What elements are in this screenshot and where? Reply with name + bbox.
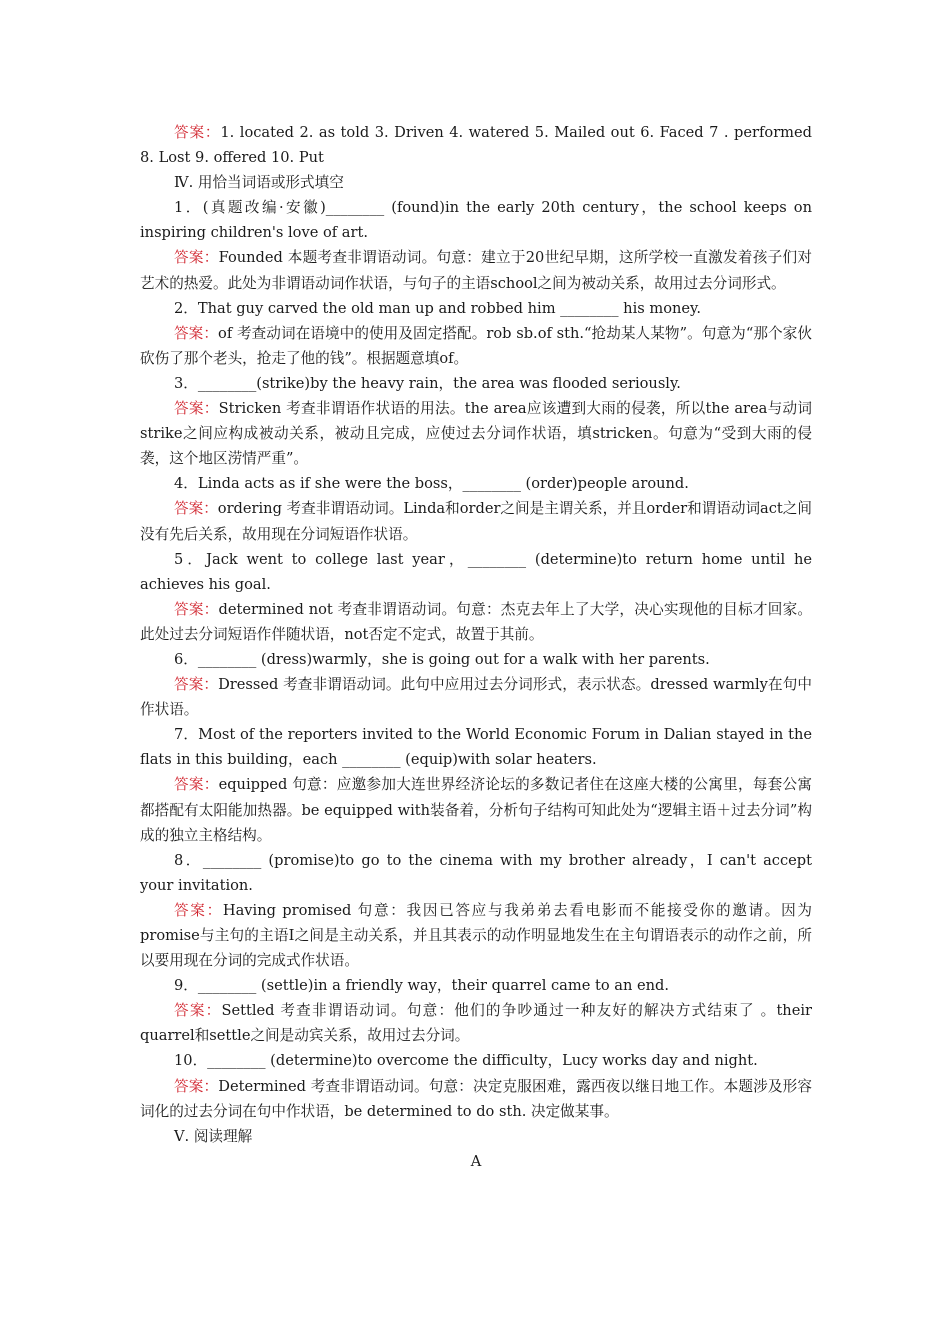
answer-text: Determined 考查非谓语动词。句意：决定克服困难，露西夜以继日地工作。本题涉及形容词化的过去分词在句中作状语，be determined to do sth. 决定做某事。 (140, 1077, 812, 1120)
section-4-title: Ⅳ. 用恰当词语或形式填空 (174, 174, 344, 192)
question-item: 2．That guy carved the old man up and robbed him ________ his money. (174, 299, 701, 317)
answer-text: determined not 考查非谓语动词。句意：杰克去年上了大学，决心实现他的目标才回家。此处过去分词短语作伴随状语，not否定不定式，故置于其前。 (140, 600, 812, 643)
answer-text: of 考查动词在语境中的使用及固定搭配。rob sb.of sth.“抢劫某人某物”。句意为“那个家伙砍伤了那个老头，抢走了他的钱”。根据题意填of。 (140, 324, 812, 367)
answer-label: 答案： (174, 324, 219, 342)
passage-label: A (470, 1152, 482, 1170)
answer-label: 答案： (174, 901, 223, 919)
question-item: 7．Most of the reporters invited to the World Economic Forum in Dalian stayed in the flats in this building，each ________ (equip)with solar heaters. (140, 726, 812, 769)
answer-item (140, 1074, 812, 1124)
document-page (140, 120, 812, 1174)
question-item: 1．(真题改编·安徽)________ (found)in the early 20th century，the school keeps on inspiring children's love of art. (140, 199, 812, 242)
answer-text: ordering 考查非谓语动词。Linda和order之间是主谓关系，并且order和谓语动词act之间没有先后关系，故用现在分词短语作状语。 (140, 500, 812, 543)
answer-label: 答案： (174, 1077, 219, 1095)
answer-item (140, 898, 812, 973)
answer-item (140, 396, 812, 471)
question-list (140, 195, 812, 1123)
answer-label: 答案： (174, 1002, 222, 1020)
section-5-title: Ⅴ. 阅读理解 (174, 1127, 253, 1145)
answer-item (140, 496, 812, 546)
answer-text: Stricken 考查非谓语作状语的用法。the area应该遭到大雨的侵袭，所以the area与动词strike之间应构成被动关系，被动且完成，应使过去分词作状语，填stricken。句意为“受到大雨的侵袭，这个地区涝情严重”。 (140, 400, 812, 468)
question-item: 3．________(strike)by the heavy rain，the area was flooded seriously. (174, 374, 681, 392)
answer-item (140, 245, 812, 295)
answer-label: 答案： (174, 676, 219, 694)
answer-text: Dressed 考查非谓语动词。此句中应用过去分词形式，表示状态。dressed warmly在句中作状语。 (140, 676, 812, 719)
question-item: 8．________ (promise)to go to the cinema with my brother already，I can't accept your invitation. (140, 851, 812, 894)
answer-label: 答案： (174, 124, 221, 141)
question-item: 10．________ (determine)to overcome the difficulty，Lucy works day and night. (174, 1052, 758, 1070)
answer-label: 答案： (174, 249, 219, 267)
answer-label: 答案： (174, 400, 219, 418)
answer-label: 答案： (174, 776, 219, 794)
answer-text: Founded 本题考查非谓语动词。句意：建立于20世纪早期，这所学校一直激发着孩子们对艺术的热爱。此处为非谓语动词作状语，与句子的主语school之间为被动关系，故用过去分词形式。 (140, 249, 812, 292)
answer-item (140, 672, 812, 722)
first-answer (140, 120, 812, 170)
answer-text: Settled 考查非谓语动词。句意：他们的争吵通过一种友好的解决方式结束了 。their quarrel和settle之间是动宾关系，故用过去分词。 (140, 1002, 812, 1045)
answer-text: Having promised 句意：我因已答应与我弟弟去看电影而不能接受你的邀请。因为promise与主句的主语I之间是主动关系，并且其表示的动作明显地发生在主句谓语表示的动作之前，所以要用现在分词的完成式作状语。 (140, 901, 812, 970)
question-item: 6．________ (dress)warmly，she is going out for a walk with her parents. (174, 650, 710, 668)
answer-item (140, 998, 812, 1048)
answer-label: 答案： (174, 600, 219, 618)
question-item: 9．________ (settle)in a friendly way，their quarrel came to an end. (174, 977, 670, 995)
answer-text: equipped 句意：应邀参加大连世界经济论坛的多数记者住在这座大楼的公寓里，每套公寓都搭配有太阳能加热器。be equipped with装备着，分析句子结构可知此处为“逻辑主语＋过去分词”构成的独立主格结构。 (140, 776, 812, 844)
answer-item (140, 597, 812, 647)
answer-label: 答案： (174, 500, 218, 518)
answer-item (140, 321, 812, 371)
answer-item (140, 772, 812, 847)
question-item: 5．Jack went to college last year，________ (determine)to return home until he achieves his goal. (140, 550, 812, 593)
answer-text: 1. located 2. as told 3. Driven 4. watered 5. Mailed out 6. Faced 7 . performed 8. Lost 9. offered 10. Put (140, 124, 812, 167)
question-item: 4．Linda acts as if she were the boss，________ (order)people around. (174, 475, 689, 493)
